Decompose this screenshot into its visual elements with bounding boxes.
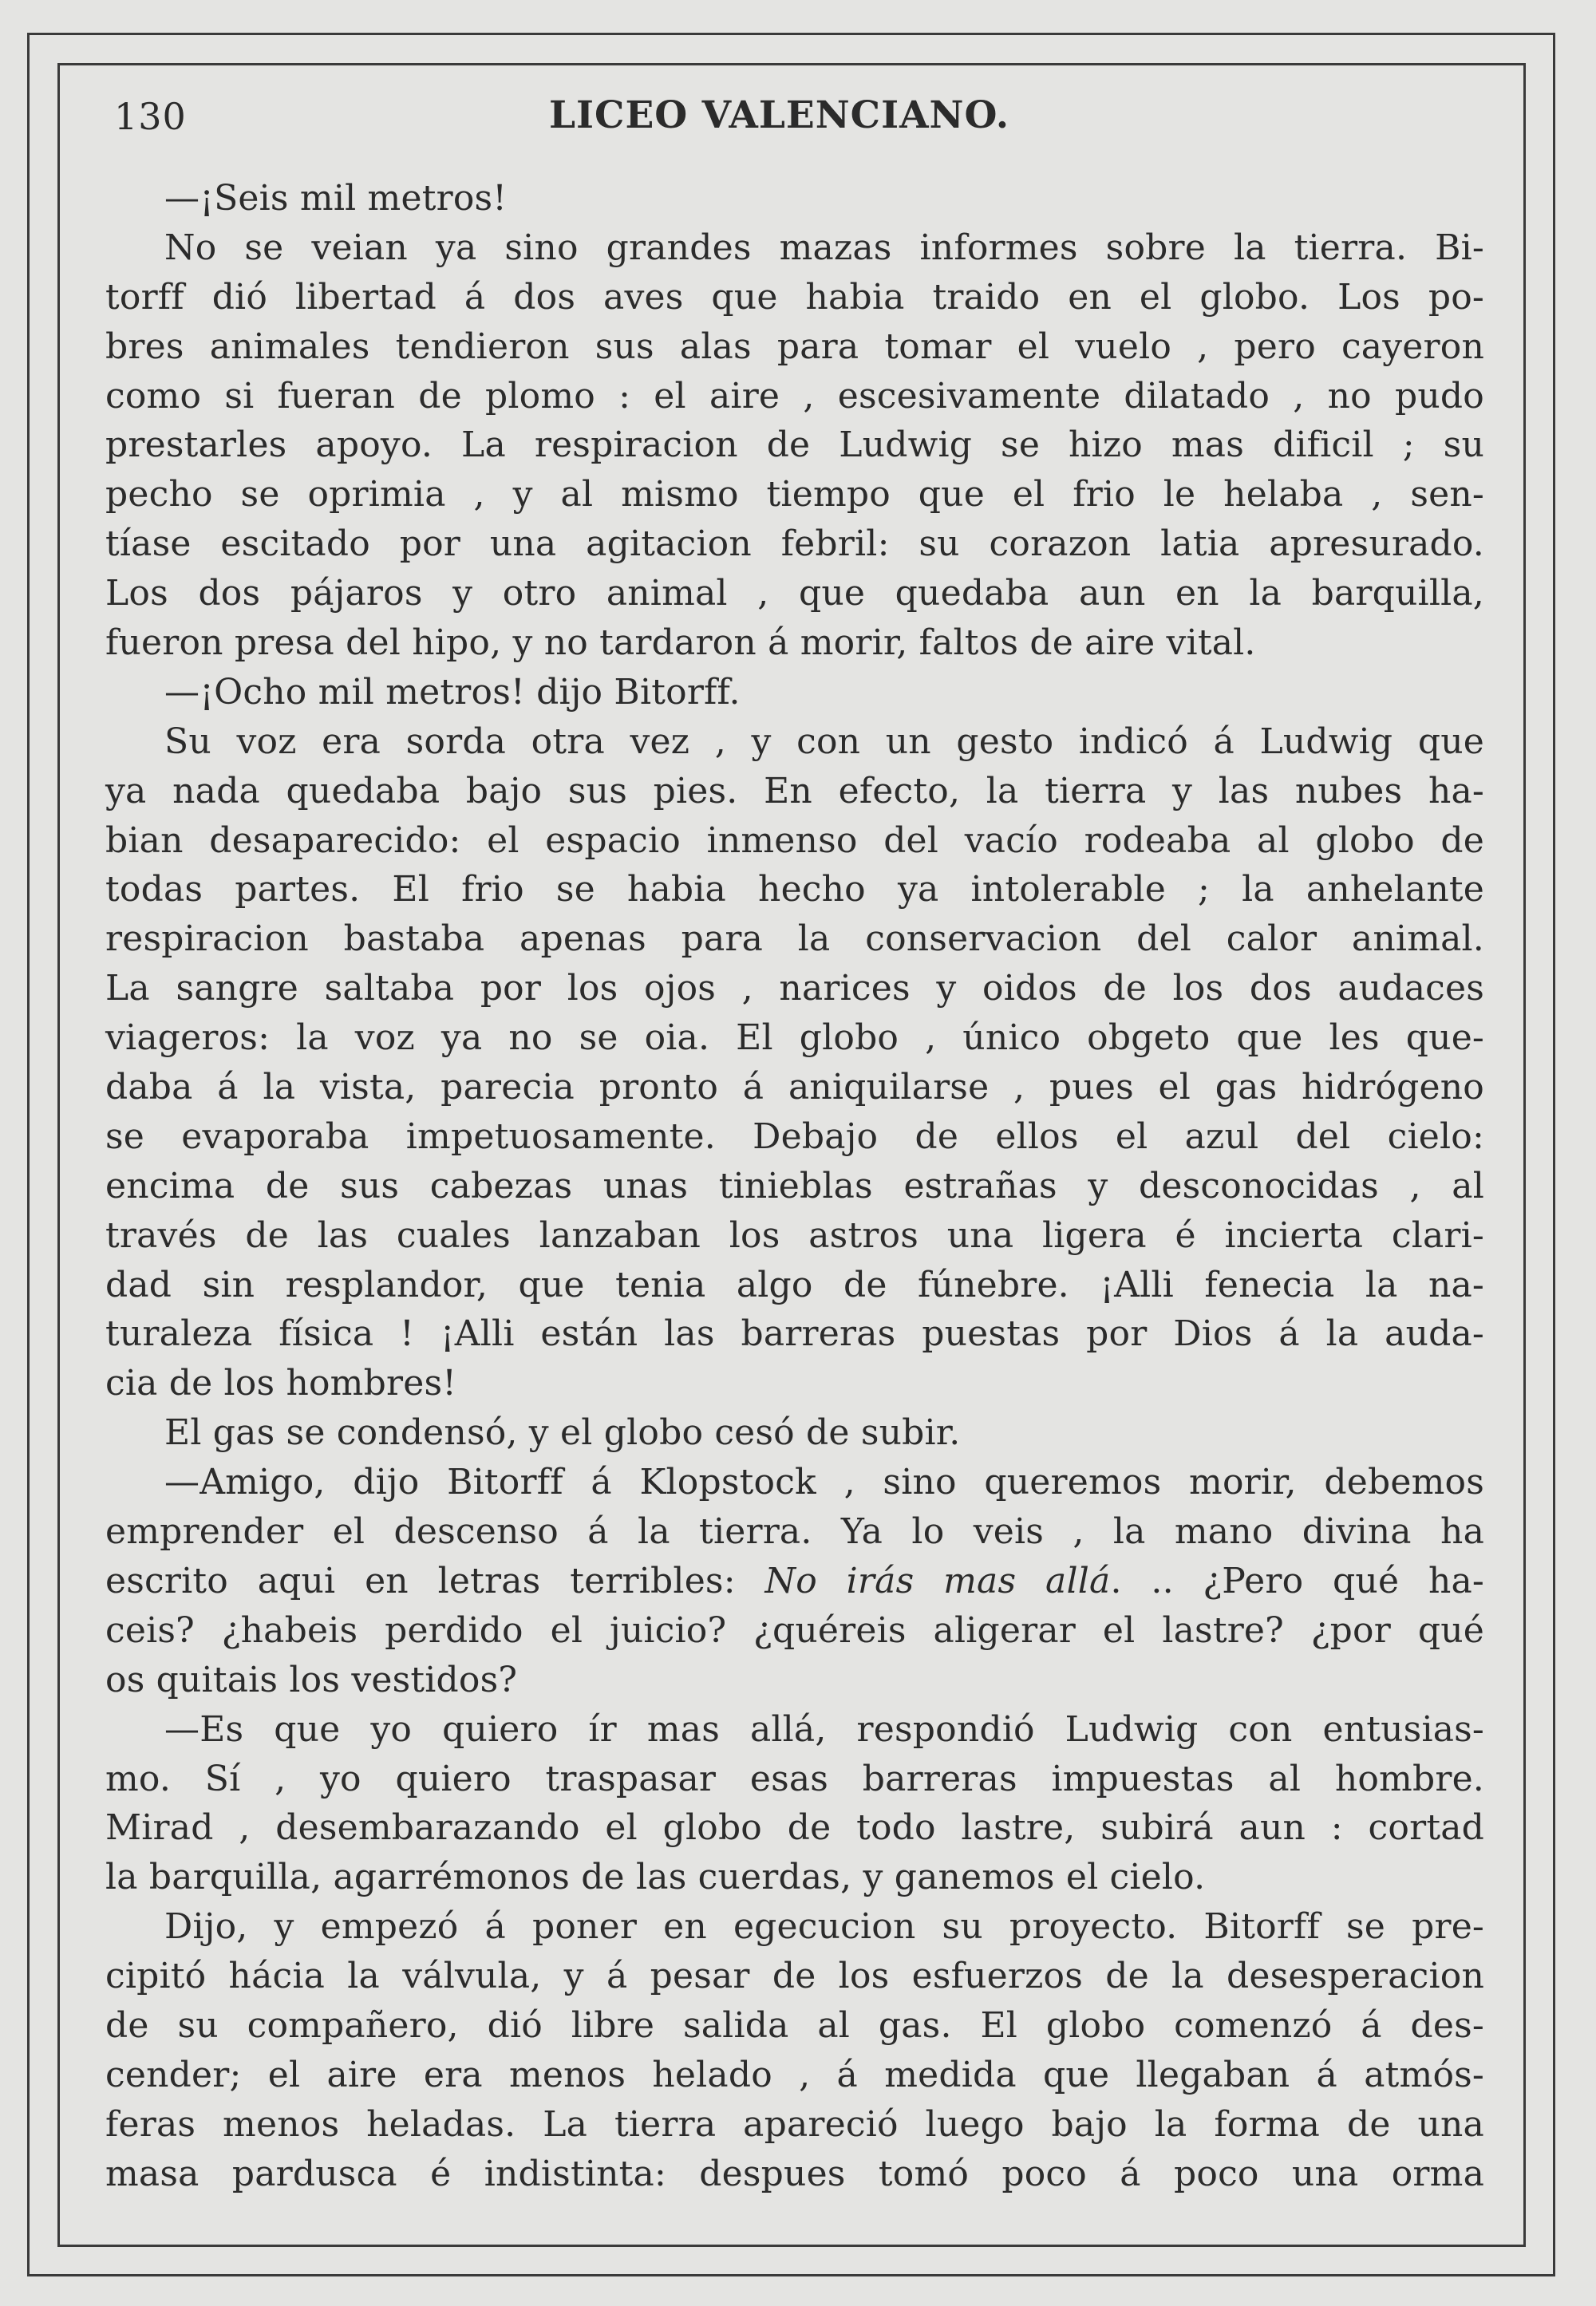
text-line: dad sin resplandor, que tenia algo de fúnebre. ¡Alli fenecia la na- [105, 1264, 1484, 1305]
text-line: daba á la vista, parecia pronto á aniquilarse , pues el gas hidrógeno [105, 1067, 1484, 1108]
text-line: como si fueran de plomo : el aire , escesivamente dilatado , no pudo [105, 375, 1484, 417]
text-line: —Es que yo quiero ír mas allá, respondió Ludwig con entusias- [164, 1708, 1484, 1750]
text-line: Dijo, y empezó á poner en egecucion su proyecto. Bitorff se pre- [164, 1906, 1484, 1948]
running-title: LICEO VALENCIANO. [549, 93, 1010, 137]
text-line: masa pardusca é indistinta: despues tomó poco á poco una orma [105, 2153, 1484, 2194]
text-line: tíase escitado por una agitacion febril: su corazon latia apresurado. [105, 523, 1484, 565]
text-line: cipitó hácia la válvula, y á pesar de los esfuerzos de la desesperacion [105, 1956, 1484, 1997]
text-line: No se veian ya sino grandes mazas informes sobre la tierra. Bi- [164, 227, 1484, 268]
italic-phrase: No irás mas allá [764, 1560, 1111, 1601]
text-line: torff dió libertad á dos aves que habia traido en el globo. Los po- [105, 276, 1484, 318]
text-line: cia de los hombres! [105, 1363, 457, 1404]
text-line: feras menos heladas. La tierra apareció luego bajo la forma de una [105, 2103, 1484, 2145]
text-line: encima de sus cabezas unas tinieblas estrañas y desconocidas , al [105, 1165, 1484, 1206]
text-line: bian desaparecido: el espacio inmenso del vacío rodeaba al globo de [105, 819, 1484, 861]
text-line [105, 1557, 1484, 1606]
text-line: Los dos pájaros y otro animal , que quedaba aun en la barquilla, [105, 573, 1484, 614]
page-number: 130 [114, 95, 187, 138]
text-line: viageros: la voz ya no se oia. El globo , único obgeto que les que- [105, 1017, 1484, 1059]
text-line-start: escrito aqui en letras terribles: [105, 1560, 765, 1601]
text-line: os quitais los vestidos? [105, 1659, 518, 1700]
text-line: pecho se oprimia , y al mismo tiempo que el frio le helaba , sen- [105, 474, 1484, 515]
page-header [0, 0, 1596, 152]
text-line: emprender el descenso á la tierra. Ya lo veis , la mano divina ha [105, 1511, 1484, 1553]
text-line: través de las cuales lanzaban los astros una ligera é incierta clari- [105, 1214, 1484, 1256]
text-line: prestarles apoyo. La respiracion de Ludwig se hizo mas dificil ; su [105, 424, 1484, 466]
text-line-end: . .. ¿Pero qué ha- [1110, 1560, 1484, 1601]
text-line: La sangre saltaba por los ojos , narices y oidos de los dos audaces [105, 968, 1484, 1009]
text-line: todas partes. El frio se habia hecho ya intolerable ; la anhelante [105, 869, 1484, 910]
text-line: El gas se condensó, y el globo cesó de subir. [164, 1412, 961, 1454]
text-line: —¡Seis mil metros! [164, 178, 508, 219]
text-line: —Amigo, dijo Bitorff á Klopstock , sino queremos morir, debemos [164, 1462, 1484, 1503]
text-line: Mirad , desembarazando el globo de todo lastre, subirá aun : cortad [105, 1807, 1484, 1849]
text-line: turaleza física ! ¡Alli están las barreras puestas por Dios á la auda- [105, 1313, 1484, 1355]
text-line: fueron presa del hipo, y no tardaron á morir, faltos de aire vital. [105, 622, 1256, 664]
text-line: se evaporaba impetuosamente. Debajo de ellos el azul del cielo: [105, 1115, 1484, 1157]
text-line: Su voz era sorda otra vez , y con un gesto indicó á Ludwig que [164, 721, 1484, 762]
text-line: cender; el aire era menos helado , á medida que llegaban á atmós- [105, 2054, 1484, 2095]
text-line: bres animales tendieron sus alas para tomar el vuelo , pero cayeron [105, 326, 1484, 367]
body-text [105, 174, 1484, 2199]
text-line: ya nada quedaba bajo sus pies. En efecto, la tierra y las nubes ha- [105, 770, 1484, 811]
text-line: de su compañero, dió libre salida al gas. El globo comenzó á des- [105, 2004, 1484, 2046]
text-line: la barquilla, agarrémonos de las cuerdas, y ganemos el cielo. [105, 1857, 1206, 1898]
text-line: respiracion bastaba apenas para la conservacion del calor animal. [105, 918, 1484, 960]
text-line: mo. Sí , yo quiero traspasar esas barreras impuestas al hombre. [105, 1758, 1484, 1799]
text-line: —¡Ocho mil metros! dijo Bitorff. [164, 671, 741, 713]
text-line: ceis? ¿habeis perdido el juicio? ¿quéreis aligerar el lastre? ¿por qué [105, 1609, 1484, 1651]
